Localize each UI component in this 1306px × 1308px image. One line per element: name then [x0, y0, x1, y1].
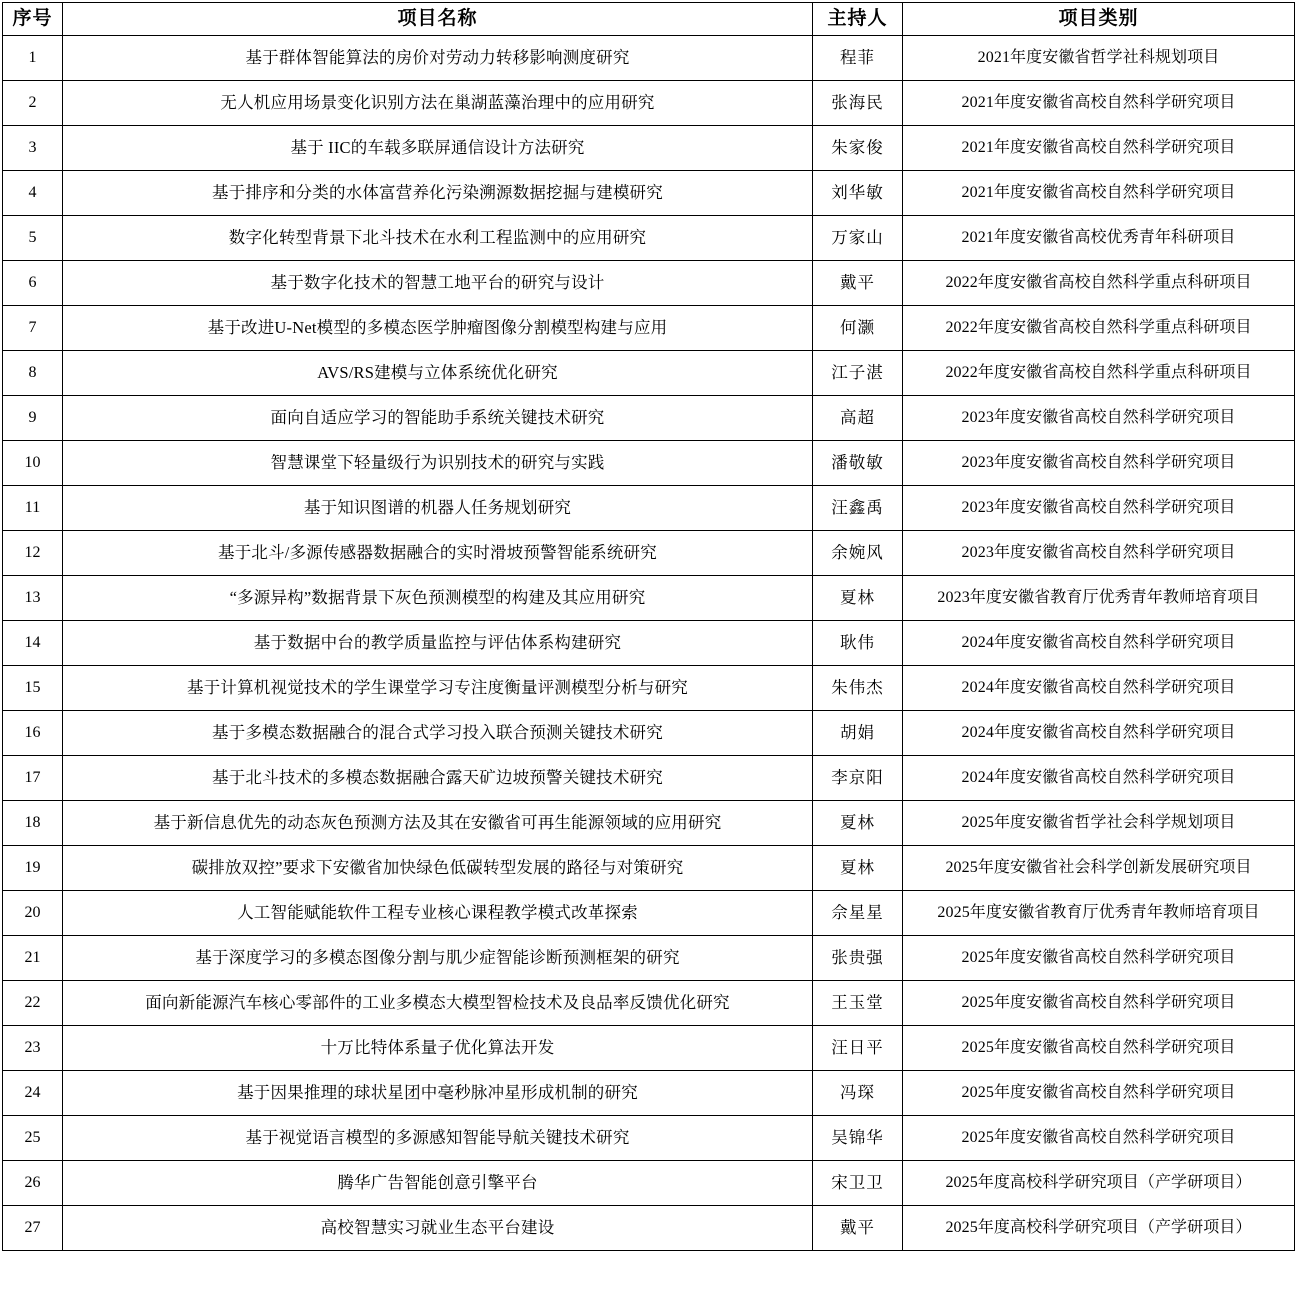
row-index-cell-text: 12 — [24, 544, 41, 561]
row-category-cell — [903, 1071, 1295, 1116]
table-row — [3, 621, 1295, 666]
row-index-cell-text: 16 — [24, 724, 41, 741]
row-category-cell — [903, 1161, 1295, 1206]
row-project-name-cell-text: 数字化转型背景下北斗技术在水利工程监测中的应用研究 — [228, 228, 647, 247]
row-category-cell-text: 2025年度安徽省高校自然科学研究项目 — [961, 949, 1236, 966]
row-project-name-cell — [63, 531, 813, 576]
row-category-cell — [903, 306, 1295, 351]
row-host-cell-text: 何灏 — [840, 318, 875, 337]
row-category-cell — [903, 171, 1295, 216]
row-project-name-cell — [63, 126, 813, 171]
table-row — [3, 756, 1295, 801]
row-host-cell — [813, 441, 903, 486]
row-host-cell — [813, 1206, 903, 1251]
row-category-cell-text: 2023年度安徽省高校自然科学研究项目 — [961, 499, 1236, 516]
row-category-cell-text: 2025年度安徽省高校自然科学研究项目 — [961, 994, 1236, 1011]
row-project-name-cell-text: “多源异构”数据背景下灰色预测模型的构建及其应用研究 — [229, 588, 646, 607]
row-index-cell — [3, 306, 63, 351]
row-project-name-cell — [63, 261, 813, 306]
row-host-cell-text: 夏林 — [840, 813, 875, 832]
row-index-cell-text: 21 — [24, 949, 41, 966]
row-project-name-cell — [63, 711, 813, 756]
row-category-cell-text: 2025年度安徽省社会科学创新发展研究项目 — [945, 859, 1252, 876]
row-index-cell — [3, 81, 63, 126]
row-index-cell-text: 26 — [24, 1174, 41, 1191]
document-sheet — [0, 2, 1306, 1251]
row-host-cell-text: 江子湛 — [831, 363, 884, 382]
row-project-name-cell-text: 基于数字化技术的智慧工地平台的研究与设计 — [270, 273, 605, 292]
row-host-cell — [813, 756, 903, 801]
row-project-name-cell — [63, 621, 813, 666]
table-row — [3, 981, 1295, 1026]
row-category-cell — [903, 1026, 1295, 1071]
row-category-cell — [903, 216, 1295, 261]
row-host-cell — [813, 36, 903, 81]
row-index-cell-text: 27 — [24, 1219, 41, 1236]
row-index-cell — [3, 981, 63, 1026]
row-host-cell — [813, 1026, 903, 1071]
row-project-name-cell — [63, 216, 813, 261]
row-host-cell — [813, 81, 903, 126]
table-row — [3, 666, 1295, 711]
row-project-name-cell — [63, 801, 813, 846]
row-category-cell-text: 2021年度安徽省哲学社科规划项目 — [977, 49, 1220, 66]
row-index-cell-text: 6 — [28, 274, 37, 291]
row-index-cell-text: 8 — [28, 364, 37, 381]
table-row — [3, 936, 1295, 981]
row-project-name-cell-text: AVS/RS建模与立体系统优化研究 — [317, 363, 558, 382]
row-category-cell — [903, 891, 1295, 936]
row-category-cell-text: 2022年度安徽省高校自然科学重点科研项目 — [945, 319, 1252, 336]
row-index-cell — [3, 1206, 63, 1251]
row-project-name-cell — [63, 171, 813, 216]
row-project-name-cell-text: 基于多模态数据融合的混合式学习投入联合预测关键技术研究 — [212, 723, 663, 742]
table-row — [3, 306, 1295, 351]
row-category-cell — [903, 441, 1295, 486]
row-index-cell — [3, 756, 63, 801]
row-project-name-cell-text: 基于知识图谱的机器人任务规划研究 — [303, 498, 572, 517]
row-index-cell-text: 10 — [24, 454, 41, 471]
row-category-cell — [903, 621, 1295, 666]
row-index-cell — [3, 261, 63, 306]
row-project-name-cell — [63, 576, 813, 621]
row-index-cell-text: 18 — [24, 814, 41, 831]
row-project-name-cell-text: 基于视觉语言模型的多源感知智能导航关键技术研究 — [245, 1128, 630, 1147]
row-project-name-cell-text: 基于新信息优先的动态灰色预测方法及其在安徽省可再生能源领域的应用研究 — [153, 813, 722, 832]
row-project-name-cell — [63, 981, 813, 1026]
table-row — [3, 846, 1295, 891]
row-index-cell — [3, 711, 63, 756]
row-category-cell-text: 2025年度安徽省哲学社会科学规划项目 — [961, 814, 1236, 831]
row-project-name-cell-text: 基于改进U-Net模型的多模态医学肿瘤图像分割模型构建与应用 — [207, 318, 668, 337]
table-row — [3, 801, 1295, 846]
table-row — [3, 1161, 1295, 1206]
row-host-cell-text: 耿伟 — [840, 633, 875, 652]
row-index-cell-text: 5 — [28, 229, 37, 246]
row-host-cell — [813, 1116, 903, 1161]
row-host-cell — [813, 486, 903, 531]
row-host-cell — [813, 1071, 903, 1116]
row-project-name-cell — [63, 306, 813, 351]
row-host-cell-text: 戴平 — [840, 1218, 875, 1237]
row-index-cell — [3, 936, 63, 981]
row-project-name-cell — [63, 81, 813, 126]
row-category-cell-text: 2023年度安徽省高校自然科学研究项目 — [961, 544, 1236, 561]
row-category-cell — [903, 351, 1295, 396]
row-project-name-cell-text: 人工智能赋能软件工程专业核心课程教学模式改革探索 — [237, 903, 638, 922]
table-header-row — [3, 3, 1295, 36]
row-host-cell-text: 吴锦华 — [831, 1128, 884, 1147]
row-index-cell — [3, 1161, 63, 1206]
row-index-cell — [3, 216, 63, 261]
row-host-cell-text: 夏林 — [840, 858, 875, 877]
row-index-cell — [3, 171, 63, 216]
row-category-cell-text: 2025年度安徽省高校自然科学研究项目 — [961, 1129, 1236, 1146]
row-index-cell — [3, 801, 63, 846]
row-index-cell — [3, 126, 63, 171]
row-index-cell-text: 13 — [24, 589, 41, 606]
row-host-cell — [813, 891, 903, 936]
row-category-cell — [903, 936, 1295, 981]
table-row — [3, 1026, 1295, 1071]
row-host-cell-text: 冯琛 — [840, 1083, 875, 1102]
row-project-name-cell — [63, 396, 813, 441]
row-host-cell-text: 余婉风 — [831, 543, 884, 562]
row-category-cell — [903, 36, 1295, 81]
row-host-cell-text: 宋卫卫 — [831, 1173, 884, 1192]
row-category-cell — [903, 531, 1295, 576]
row-index-cell-text: 17 — [24, 769, 41, 786]
row-index-cell — [3, 891, 63, 936]
row-category-cell-text: 2021年度安徽省高校自然科学研究项目 — [961, 94, 1236, 111]
row-index-cell-text: 20 — [24, 904, 41, 921]
row-category-cell — [903, 981, 1295, 1026]
row-host-cell — [813, 351, 903, 396]
row-category-cell — [903, 396, 1295, 441]
row-index-cell — [3, 396, 63, 441]
row-index-cell — [3, 36, 63, 81]
row-index-cell — [3, 846, 63, 891]
row-host-cell-text: 万家山 — [831, 228, 884, 247]
row-category-cell-text: 2023年度安徽省高校自然科学研究项目 — [961, 409, 1236, 426]
row-category-cell — [903, 261, 1295, 306]
row-host-cell-text: 佘星星 — [831, 903, 884, 922]
row-project-name-cell-text: 基于深度学习的多模态图像分割与肌少症智能诊断预测框架的研究 — [195, 948, 680, 967]
row-index-cell-text: 1 — [28, 49, 37, 66]
row-index-cell — [3, 621, 63, 666]
row-project-name-cell — [63, 1071, 813, 1116]
table-row — [3, 1116, 1295, 1161]
table-row — [3, 891, 1295, 936]
row-category-cell-text: 2022年度安徽省高校自然科学重点科研项目 — [945, 364, 1252, 381]
row-project-name-cell-text: 基于群体智能算法的房价对劳动力转移影响测度研究 — [245, 48, 630, 67]
row-index-cell — [3, 1116, 63, 1161]
row-project-name-cell-text: 面向自适应学习的智能助手系统关键技术研究 — [270, 408, 605, 427]
row-category-cell-text: 2021年度安徽省高校自然科学研究项目 — [961, 184, 1236, 201]
row-host-cell-text: 朱家俊 — [831, 138, 884, 157]
row-project-name-cell-text: 基于 IIC的车载多联屏通信设计方法研究 — [290, 138, 585, 157]
row-project-name-cell-text: 无人机应用场景变化识别方法在巢湖蓝藻治理中的应用研究 — [220, 93, 655, 112]
table-row — [3, 81, 1295, 126]
row-host-cell — [813, 126, 903, 171]
table-row — [3, 351, 1295, 396]
row-category-cell-text: 2021年度安徽省高校自然科学研究项目 — [961, 139, 1236, 156]
table-row — [3, 576, 1295, 621]
row-index-cell-text: 11 — [24, 499, 41, 516]
table-row — [3, 216, 1295, 261]
row-category-cell-text: 2022年度安徽省高校自然科学重点科研项目 — [945, 274, 1252, 291]
row-category-cell-text: 2024年度安徽省高校自然科学研究项目 — [961, 724, 1236, 741]
row-host-cell — [813, 531, 903, 576]
row-index-cell — [3, 1026, 63, 1071]
row-category-cell-text: 2023年度安徽省高校自然科学研究项目 — [961, 454, 1236, 471]
row-project-name-cell — [63, 486, 813, 531]
row-host-cell — [813, 711, 903, 756]
row-index-cell-text: 19 — [24, 859, 41, 876]
row-index-cell-text: 24 — [24, 1084, 41, 1101]
row-host-cell — [813, 666, 903, 711]
table-row — [3, 1071, 1295, 1116]
row-host-cell-text: 张贵强 — [831, 948, 884, 967]
row-index-cell — [3, 1071, 63, 1116]
row-host-cell — [813, 1161, 903, 1206]
row-project-name-cell-text: 基于排序和分类的水体富营养化污染溯源数据挖掘与建模研究 — [212, 183, 663, 202]
row-category-cell — [903, 486, 1295, 531]
table-row — [3, 36, 1295, 81]
row-category-cell-text: 2024年度安徽省高校自然科学研究项目 — [961, 634, 1236, 651]
row-project-name-cell-text: 碳排放双控”要求下安徽省加快绿色低碳转型发展的路径与对策研究 — [191, 858, 684, 877]
row-project-name-cell — [63, 1161, 813, 1206]
row-category-cell — [903, 846, 1295, 891]
row-category-cell — [903, 126, 1295, 171]
header-index: 序号 — [3, 3, 63, 36]
row-category-cell-text: 2023年度安徽省教育厅优秀青年教师培育项目 — [937, 589, 1260, 606]
row-host-cell-text: 胡娟 — [840, 723, 875, 742]
row-host-cell-text: 程菲 — [840, 48, 875, 67]
row-index-cell — [3, 576, 63, 621]
row-host-cell — [813, 396, 903, 441]
row-category-cell-text: 2021年度安徽省高校优秀青年科研项目 — [961, 229, 1236, 246]
row-project-name-cell-text: 基于计算机视觉技术的学生课堂学习专注度衡量评测模型分析与研究 — [187, 678, 688, 697]
row-project-name-cell-text: 智慧课堂下轻量级行为识别技术的研究与实践 — [270, 453, 605, 472]
table-row — [3, 171, 1295, 216]
row-host-cell — [813, 981, 903, 1026]
row-index-cell-text: 4 — [28, 184, 37, 201]
row-category-cell — [903, 666, 1295, 711]
header-host: 主持人 — [813, 3, 903, 36]
row-project-name-cell — [63, 666, 813, 711]
row-host-cell — [813, 216, 903, 261]
row-index-cell — [3, 486, 63, 531]
row-project-name-cell-text: 十万比特体系量子优化算法开发 — [320, 1038, 555, 1057]
row-host-cell — [813, 846, 903, 891]
row-host-cell-text: 高超 — [840, 408, 875, 427]
row-index-cell-text: 25 — [24, 1129, 41, 1146]
header-project-name: 项目名称 — [63, 3, 813, 36]
row-index-cell — [3, 531, 63, 576]
table-body — [3, 36, 1295, 1251]
row-host-cell-text: 潘敬敏 — [831, 453, 884, 472]
row-project-name-cell — [63, 891, 813, 936]
row-category-cell — [903, 1116, 1295, 1161]
row-index-cell-text: 2 — [28, 94, 37, 111]
row-host-cell-text: 李京阳 — [831, 768, 884, 787]
row-index-cell-text: 7 — [28, 319, 37, 336]
row-host-cell — [813, 801, 903, 846]
row-host-cell — [813, 936, 903, 981]
table-row — [3, 711, 1295, 756]
row-host-cell-text: 张海民 — [831, 93, 884, 112]
row-host-cell — [813, 171, 903, 216]
row-project-name-cell — [63, 756, 813, 801]
row-project-name-cell — [63, 351, 813, 396]
table-row — [3, 396, 1295, 441]
row-project-name-cell — [63, 1026, 813, 1071]
row-host-cell-text: 戴平 — [840, 273, 875, 292]
row-project-name-cell-text: 高校智慧实习就业生态平台建设 — [320, 1218, 555, 1237]
table-row — [3, 261, 1295, 306]
row-index-cell-text: 15 — [24, 679, 41, 696]
row-category-cell — [903, 801, 1295, 846]
row-category-cell — [903, 81, 1295, 126]
row-category-cell — [903, 1206, 1295, 1251]
row-category-cell-text: 2024年度安徽省高校自然科学研究项目 — [961, 769, 1236, 786]
row-index-cell — [3, 666, 63, 711]
row-host-cell — [813, 621, 903, 666]
row-project-name-cell-text: 基于北斗/多源传感器数据融合的实时滑坡预警智能系统研究 — [218, 543, 657, 562]
row-host-cell-text: 汪日平 — [831, 1038, 884, 1057]
row-project-name-cell — [63, 36, 813, 81]
row-category-cell — [903, 576, 1295, 621]
row-category-cell — [903, 756, 1295, 801]
table-row — [3, 1206, 1295, 1251]
row-project-name-cell-text: 面向新能源汽车核心零部件的工业多模态大模型智检技术及良品率反馈优化研究 — [145, 993, 730, 1012]
row-host-cell-text: 王玉堂 — [831, 993, 884, 1012]
row-project-name-cell-text: 基于数据中台的教学质量监控与评估体系构建研究 — [253, 633, 622, 652]
row-host-cell-text: 汪鑫禹 — [831, 498, 884, 517]
row-index-cell-text: 23 — [24, 1039, 41, 1056]
table-row — [3, 126, 1295, 171]
row-project-name-cell-text: 腾华广告智能创意引擎平台 — [337, 1173, 538, 1192]
row-category-cell-text: 2025年度高校科学研究项目（产学研项目） — [945, 1219, 1252, 1236]
row-project-name-cell-text: 基于因果推理的球状星团中毫秒脉冲星形成机制的研究 — [237, 1083, 638, 1102]
row-project-name-cell — [63, 936, 813, 981]
row-project-name-cell — [63, 846, 813, 891]
row-host-cell-text: 刘华敏 — [831, 183, 884, 202]
table-row — [3, 531, 1295, 576]
row-category-cell-text: 2025年度安徽省高校自然科学研究项目 — [961, 1084, 1236, 1101]
row-host-cell — [813, 576, 903, 621]
row-project-name-cell — [63, 1206, 813, 1251]
row-index-cell — [3, 441, 63, 486]
row-category-cell-text: 2025年度安徽省高校自然科学研究项目 — [961, 1039, 1236, 1056]
row-category-cell-text: 2025年度高校科学研究项目（产学研项目） — [945, 1174, 1252, 1191]
header-category: 项目类别 — [903, 3, 1295, 36]
project-table — [2, 2, 1295, 1251]
row-project-name-cell-text: 基于北斗技术的多模态数据融合露天矿边坡预警关键技术研究 — [212, 768, 663, 787]
table-row — [3, 486, 1295, 531]
row-host-cell-text: 夏林 — [840, 588, 875, 607]
row-host-cell — [813, 261, 903, 306]
row-category-cell-text: 2025年度安徽省教育厅优秀青年教师培育项目 — [937, 904, 1260, 921]
row-host-cell — [813, 306, 903, 351]
table-header — [3, 3, 1295, 36]
table-row — [3, 441, 1295, 486]
row-category-cell-text: 2024年度安徽省高校自然科学研究项目 — [961, 679, 1236, 696]
row-index-cell-text: 14 — [24, 634, 41, 651]
row-index-cell-text: 22 — [24, 994, 41, 1011]
row-project-name-cell — [63, 1116, 813, 1161]
row-project-name-cell — [63, 441, 813, 486]
row-category-cell — [903, 711, 1295, 756]
row-host-cell-text: 朱伟杰 — [831, 678, 884, 697]
row-index-cell-text: 9 — [28, 409, 37, 426]
row-index-cell-text: 3 — [28, 139, 37, 156]
row-index-cell — [3, 351, 63, 396]
